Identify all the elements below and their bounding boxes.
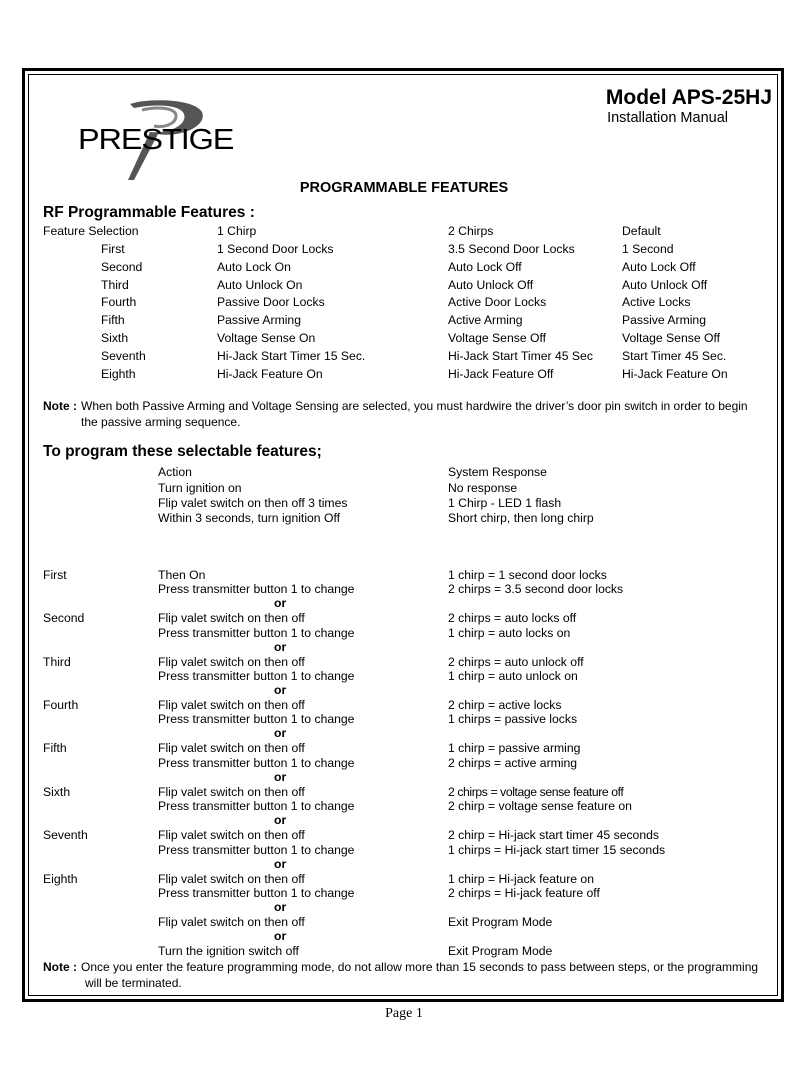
or-separator: or xyxy=(274,929,287,943)
row-2-chirps: Active Arming xyxy=(448,313,523,327)
step-response: 2 chirps = auto unlock off xyxy=(448,655,584,669)
or-separator: or xyxy=(274,683,287,697)
prestige-logo xyxy=(76,98,262,182)
step-action: Flip valet switch on then off xyxy=(158,872,305,886)
row-1-chirp: Passive Arming xyxy=(217,313,301,327)
row-2-chirps: Active Door Locks xyxy=(448,295,547,309)
step-change-response: 1 chirps = Hi-jack start timer 15 seconds xyxy=(448,843,666,857)
step-change-action: Press transmitter button 1 to change xyxy=(158,799,355,813)
step-name: Third xyxy=(43,655,71,669)
row-default: Auto Unlock Off xyxy=(622,278,708,292)
row-feature-name: Second xyxy=(101,260,143,274)
intro-action: Flip valet switch on then off 3 times xyxy=(158,496,348,510)
or-separator: or xyxy=(274,726,287,740)
model-title: Model APS-25HJ xyxy=(605,86,772,109)
step-response: 2 chirp = active locks xyxy=(448,698,562,712)
step-response: 2 chirps = auto locks off xyxy=(448,611,577,625)
note-label: Note : xyxy=(43,399,77,413)
step-action: Flip valet switch on then off xyxy=(158,828,305,842)
column-header-default: Default xyxy=(622,224,661,238)
row-2-chirps: Auto Lock Off xyxy=(448,260,522,274)
row-1-chirp: Passive Door Locks xyxy=(217,295,325,309)
or-separator: or xyxy=(274,596,287,610)
step-change-response: 2 chirps = active arming xyxy=(448,756,578,770)
step-change-response: 1 chirp = auto locks on xyxy=(448,626,571,640)
row-2-chirps: Hi-Jack Feature Off xyxy=(448,367,554,381)
program-heading: To program these selectable features; xyxy=(43,443,322,460)
step-action: Flip valet switch on then off xyxy=(158,698,305,712)
row-default: Hi-Jack Feature On xyxy=(622,367,728,381)
row-1-chirp: Hi-Jack Feature On xyxy=(217,367,323,381)
step-name: Seventh xyxy=(43,828,88,842)
step-response: 2 chirp = Hi-jack start timer 45 seconds xyxy=(448,828,659,842)
or-separator: or xyxy=(274,640,287,654)
row-1-chirp: Voltage Sense On xyxy=(217,331,316,345)
row-1-chirp: Auto Lock On xyxy=(217,260,291,274)
step-name: Sixth xyxy=(43,785,71,799)
row-feature-name: Eighth xyxy=(101,367,136,381)
note-text-line2: the passive arming sequence. xyxy=(81,415,241,429)
step-action: Then On xyxy=(158,568,206,582)
or-separator: or xyxy=(274,900,287,914)
row-feature-name: Seventh xyxy=(101,349,146,363)
step-action: Flip valet switch on then off xyxy=(158,741,305,755)
exit-response: Exit Program Mode xyxy=(448,915,553,929)
rf-features-heading: RF Programmable Features : xyxy=(43,204,255,221)
intro-action: Turn ignition on xyxy=(158,481,242,495)
note-text-line1: Once you enter the feature programming mode, do not allow more than 15 seconds to pass between steps, or the programming xyxy=(81,960,759,974)
step-action: Flip valet switch on then off xyxy=(158,611,305,625)
row-default: Voltage Sense Off xyxy=(622,331,721,345)
step-change-action: Press transmitter button 1 to change xyxy=(158,669,355,683)
step-name: Second xyxy=(43,611,85,625)
row-default: Active Locks xyxy=(622,295,691,309)
step-response: 1 chirp = passive arming xyxy=(448,741,581,755)
intro-response: No response xyxy=(448,481,518,495)
or-separator: or xyxy=(274,857,287,871)
step-response: 1 chirp = 1 second door locks xyxy=(448,568,607,582)
or-separator: or xyxy=(274,813,287,827)
row-2-chirps: Voltage Sense Off xyxy=(448,331,547,345)
step-action: Flip valet switch on then off xyxy=(158,785,305,799)
row-feature-name: Third xyxy=(101,278,129,292)
step-response: 2 chirps = voltage sense feature off xyxy=(448,785,624,799)
step-change-action: Press transmitter button 1 to change xyxy=(158,582,355,596)
column-header-feature: Feature Selection xyxy=(43,224,139,238)
step-response: 1 chirp = Hi-jack feature on xyxy=(448,872,594,886)
row-2-chirps: Hi-Jack Start Timer 45 Sec xyxy=(448,349,593,363)
note-text-line1: When both Passive Arming and Voltage Sensing are selected, you must hardwire the driver’s door pin switch in order to begin xyxy=(81,399,748,413)
step-name: Eighth xyxy=(43,872,78,886)
row-default: Start Timer 45 Sec. xyxy=(622,349,727,363)
row-2-chirps: Auto Unlock Off xyxy=(448,278,534,292)
step-change-response: 1 chirp = auto unlock on xyxy=(448,669,578,683)
step-change-response: 2 chirp = voltage sense feature on xyxy=(448,799,632,813)
step-change-action: Press transmitter button 1 to change xyxy=(158,756,355,770)
row-default: 1 Second xyxy=(622,242,674,256)
step-name: First xyxy=(43,568,67,582)
page-number: Page 1 xyxy=(385,1006,423,1021)
response-header: System Response xyxy=(448,465,547,479)
step-change-action: Press transmitter button 1 to change xyxy=(158,843,355,857)
row-default: Auto Lock Off xyxy=(622,260,696,274)
step-change-action: Press transmitter button 1 to change xyxy=(158,626,355,640)
row-2-chirps: 3.5 Second Door Locks xyxy=(448,242,575,256)
row-1-chirp: Auto Unlock On xyxy=(217,278,303,292)
row-1-chirp: Hi-Jack Start Timer 15 Sec. xyxy=(217,349,366,363)
step-action: Flip valet switch on then off xyxy=(158,655,305,669)
manual-subtitle: Installation Manual xyxy=(607,110,728,126)
page-title: PROGRAMMABLE FEATURES xyxy=(299,180,509,196)
logo-wordmark: PRESTIGE xyxy=(78,124,234,156)
exit-action: Flip valet switch on then off xyxy=(158,915,305,929)
intro-action: Within 3 seconds, turn ignition Off xyxy=(158,511,341,525)
row-feature-name: Fourth xyxy=(101,295,137,309)
or-separator: or xyxy=(274,770,287,784)
step-change-action: Press transmitter button 1 to change xyxy=(158,712,355,726)
row-1-chirp: 1 Second Door Locks xyxy=(217,242,334,256)
note-label: Note : xyxy=(43,960,77,974)
exit-action: Turn the ignition switch off xyxy=(158,944,299,958)
step-name: Fifth xyxy=(43,741,67,755)
note-text-line2: will be terminated. xyxy=(85,976,182,990)
action-header: Action xyxy=(158,465,192,479)
intro-response: 1 Chirp - LED 1 flash xyxy=(448,496,562,510)
column-header-1-chirp: 1 Chirp xyxy=(217,224,257,238)
step-change-response: 2 chirps = Hi-jack feature off xyxy=(448,886,600,900)
step-change-action: Press transmitter button 1 to change xyxy=(158,886,355,900)
step-change-response: 1 chirps = passive locks xyxy=(448,712,578,726)
intro-response: Short chirp, then long chirp xyxy=(448,511,594,525)
row-default: Passive Arming xyxy=(622,313,706,327)
row-feature-name: Sixth xyxy=(101,331,129,345)
step-change-response: 2 chirps = 3.5 second door locks xyxy=(448,582,624,596)
step-name: Fourth xyxy=(43,698,79,712)
row-feature-name: Fifth xyxy=(101,313,125,327)
column-header-2-chirps: 2 Chirps xyxy=(448,224,494,238)
exit-response: Exit Program Mode xyxy=(448,944,553,958)
row-feature-name: First xyxy=(101,242,125,256)
